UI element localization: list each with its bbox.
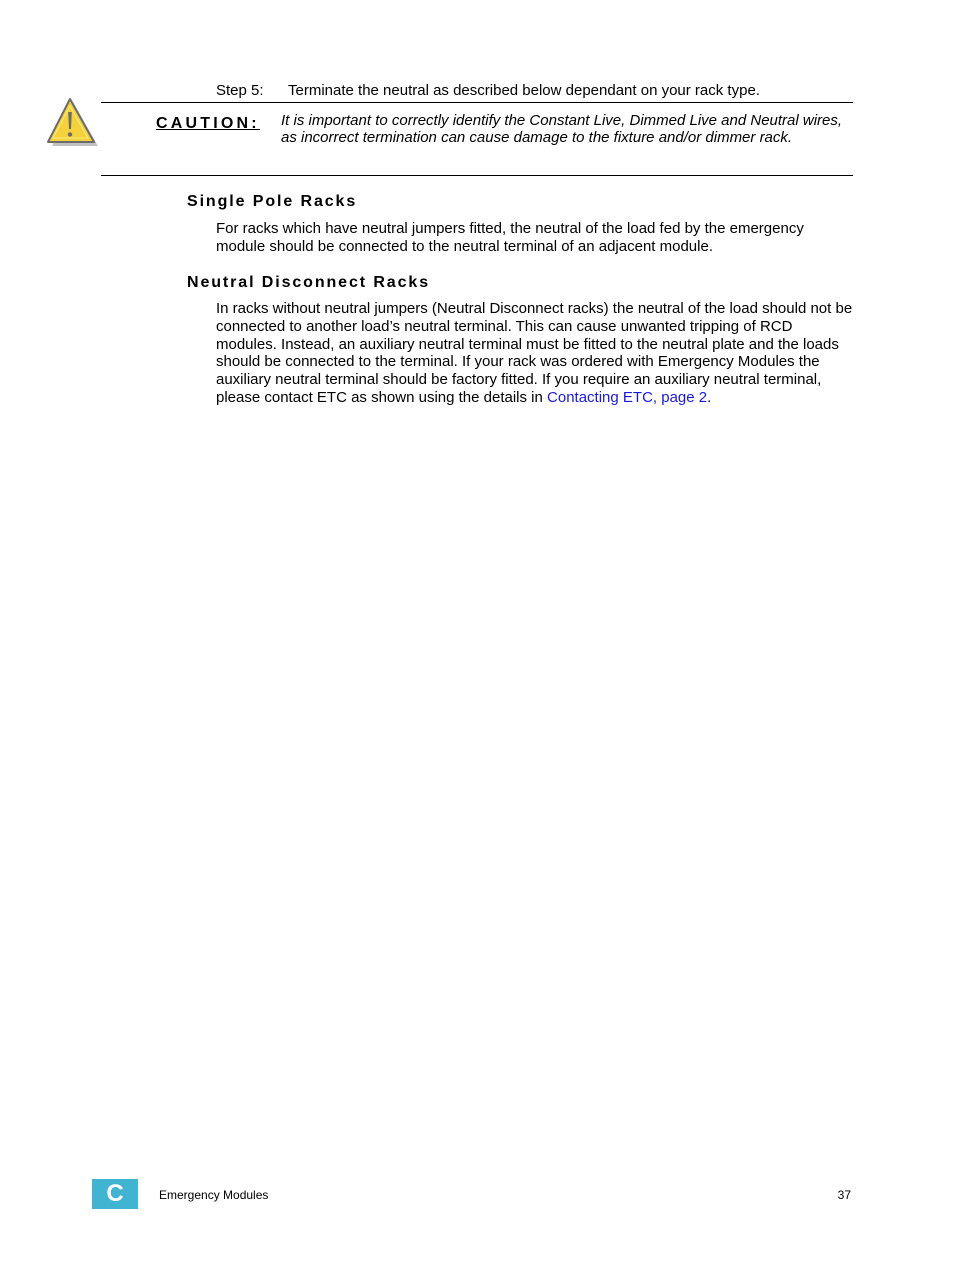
caution-text: It is important to correctly identify the Constant Live, Dimmed Live and Neutral wires, as incorrect termination can cause damage to the fixture and/or dimmer rack. [281, 112, 843, 146]
section-heading-neutral-disconnect: Neutral Disconnect Racks [187, 274, 431, 291]
section-body-neutral-disconnect [216, 300, 856, 407]
step-text: Terminate the neutral as described below dependant on your rack type. [288, 82, 760, 99]
step-label: Step 5: [216, 82, 264, 99]
footer-title: Emergency Modules [159, 1188, 269, 1202]
section-body-end: . [707, 388, 712, 406]
caution-label: CAUTION: [156, 115, 260, 132]
section-heading-single-pole: Single Pole Racks [187, 193, 358, 210]
chapter-tab: C [92, 1179, 138, 1209]
step-row [216, 82, 760, 100]
page-number: 37 [837, 1188, 851, 1202]
section-body-single-pole: For racks which have neutral jumpers fitted, the neutral of the load fed by the emergency module should be connected to the neutral terminal of an adjacent module. [216, 220, 804, 255]
caution-top-rule [101, 102, 853, 103]
section-body-text: In racks without neutral jumpers (Neutral Disconnect racks) the neutral of the load should not be connected to another load’s neutral terminal. This can cause unwanted tripping of RCD modules. Instead, an auxiliary neutral terminal must be fitted to the neutral plate and the loads should be connected to the terminal. If your rack was ordered with Emergency Modules the auxiliary neutral terminal should be factory fitted. If you require an auxiliary neutral terminal, please contact ETC as shown using the details in [216, 300, 853, 406]
contacting-etc-link[interactable]: Contacting ETC, page 2 [547, 388, 708, 406]
warning-triangle-icon [46, 97, 100, 149]
caution-bottom-rule [101, 175, 853, 176]
